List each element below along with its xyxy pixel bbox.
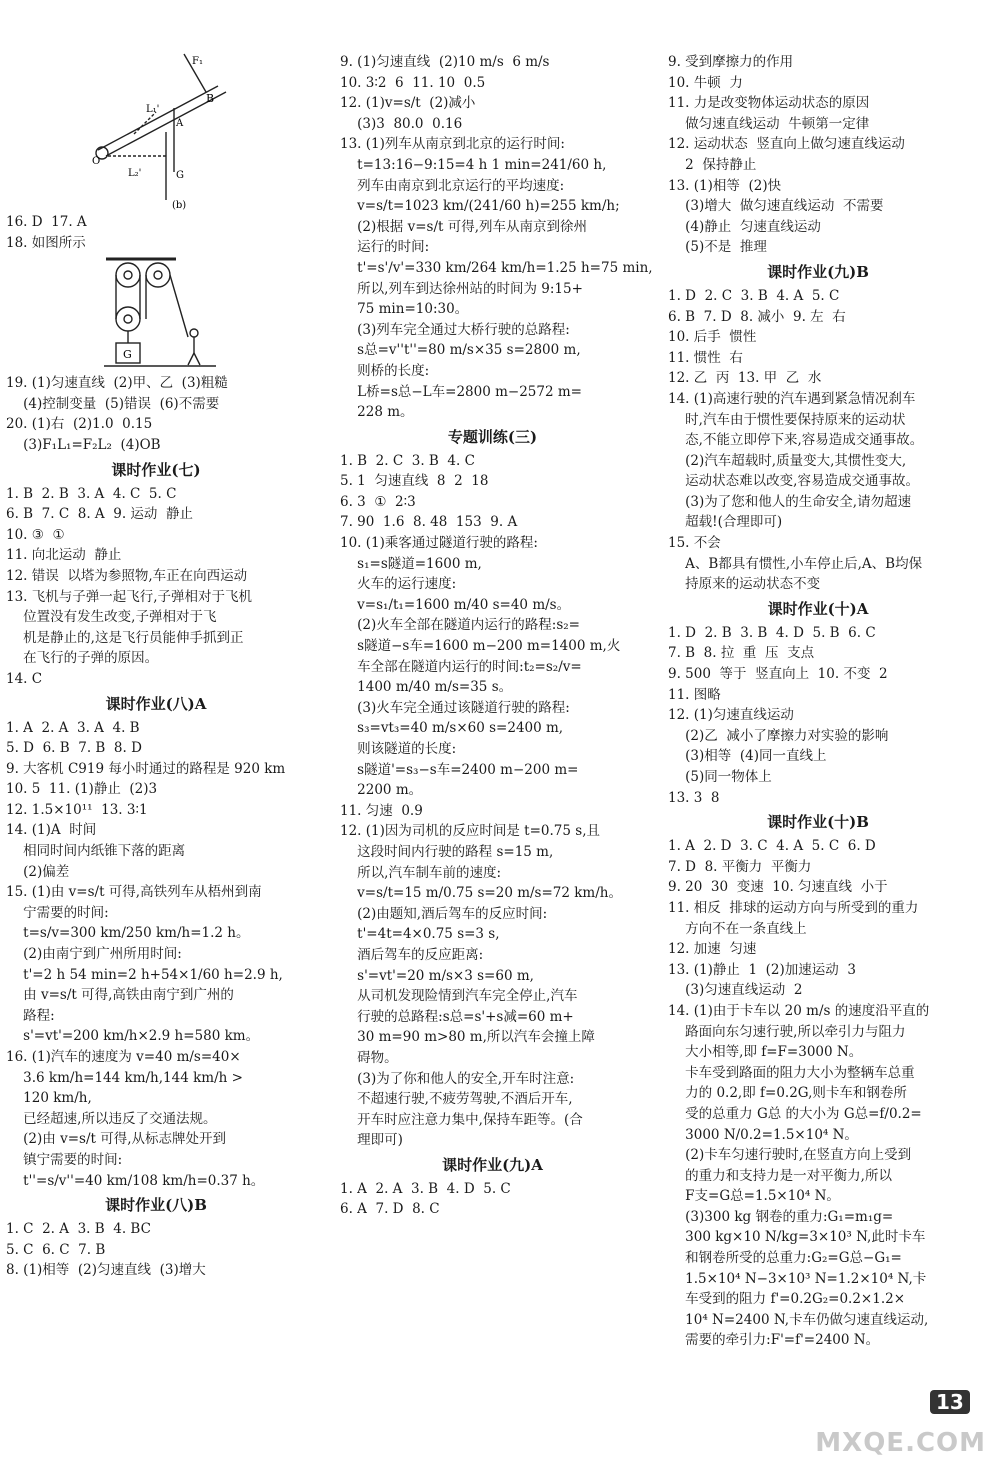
- answer-line: 11. 图略: [668, 686, 721, 703]
- answer-line: (3)F₁L₁=F₂L₂ (4)OB: [6, 436, 161, 453]
- answer-line: (2)由 v=s/t 可得,从标志牌处开到: [6, 1131, 227, 1148]
- answers-block: [668, 623, 968, 808]
- answer-line: 14. (1)高速行驶的汽车遇到紧急情况刹车: [668, 390, 916, 407]
- answer-line: 不超速行驶,不疲劳驾驶,不酒后开车,: [340, 1091, 573, 1108]
- answer-line: 方向不在一条直线上: [668, 920, 807, 937]
- answer-line: 则桥的长度:: [340, 362, 430, 379]
- answer-line: 时,汽车由于惯性要保持原来的运动状: [668, 411, 906, 428]
- answer-line: 已经超速,所以违反了交通法规。: [6, 1110, 217, 1127]
- answer-line: 75 min=10:30。: [340, 301, 469, 318]
- answer-line: 9. 大客机 C919 每小时通过的路程是 920 km: [6, 760, 286, 777]
- answers-block: [6, 484, 306, 690]
- answer-line: 10. (1)乘客通过隧道行驶的路程:: [340, 535, 538, 552]
- answer-line: (2)根据 v=s/t 可得,列车从南京到徐州: [340, 218, 588, 235]
- answers-block: [6, 373, 306, 455]
- answer-line: 镇宁需要的时间:: [6, 1151, 123, 1168]
- answers-block: [6, 1219, 306, 1281]
- answer-line: v=s/t=1023 km/(241/60 h)=255 km/h;: [340, 198, 620, 215]
- answer-line: 12. 错误 以塔为参照物,车正在向西运动: [6, 567, 248, 584]
- answer-line: 7. 90 1.6 8. 48 153 9. A: [340, 514, 518, 531]
- answer-line: 10. 后手 惯性: [668, 329, 757, 346]
- answer-line: 120 km/h,: [6, 1090, 92, 1107]
- answer-line: 12. (1)v=s/t (2)减小: [340, 95, 476, 112]
- column-middle: [340, 52, 653, 1220]
- answer-line: (3)300 kg 钢卷的重力:G₁=m₁g=: [668, 1208, 894, 1225]
- answer-line: 做匀速直线运动 牛顿第一定律: [668, 115, 870, 132]
- answer-line: 卡车受到路面的阻力大小为整辆车总重: [668, 1064, 915, 1081]
- answer-line: 7. B 8. 拉 重 压 支点: [668, 645, 815, 662]
- answer-line: L桥=s总−L车=2800 m−2572 m=: [340, 383, 582, 400]
- answer-line: 9. (1)匀速直线 (2)10 m/s 6 m/s: [340, 54, 550, 70]
- answer-line: F支=G总=1.5×10⁴ N。: [668, 1188, 840, 1205]
- answer-line: 12. 运动状态 竖直向上做匀速直线运动: [668, 136, 905, 153]
- answer-line: (3)为了您和他人的生命安全,请勿超速: [668, 493, 912, 510]
- fig-label-f: F₁: [192, 56, 203, 67]
- answer-line: 1400 m/40 m/s=35 s。: [340, 679, 513, 696]
- answer-line: v=s₁/t₁=1600 m/40 s=40 m/s。: [340, 596, 571, 613]
- answer-line: s₃=vt₃=40 m/s×60 s=2400 m,: [340, 720, 564, 737]
- answer-line: 1. B 2. B 3. A 4. C 5. C: [6, 485, 177, 502]
- answer-line: 30 m=90 m>80 m,所以汽车会撞上障: [340, 1029, 595, 1046]
- answer-line: 行驶的总路程:s总=s'+s减=60 m+: [340, 1008, 574, 1025]
- answer-line: 228 m。: [340, 404, 414, 421]
- answer-line: 10. 3∶2 6 11. 10 0.5: [340, 74, 486, 91]
- answer-line: (2)卡车匀速行驶时,在竖直方向上受到: [668, 1147, 912, 1164]
- answer-line: 12. (1)匀速直线运动: [668, 707, 794, 724]
- answer-line: 车受到的阻力 f'=0.2G₂=0.2×1.2×: [668, 1291, 906, 1308]
- answer-line: t=s/v=300 km/250 km/h=1.2 h。: [6, 925, 250, 942]
- answer-line: s隧道−s车=1600 m−200 m=1400 m,火: [340, 638, 621, 655]
- answer-line: 运行的时间:: [340, 239, 430, 256]
- answer-line: s'=vt'=200 km/h×2.9 h=580 km。: [6, 1028, 260, 1045]
- answer-line: s总=v''t''=80 m/s×35 s=2800 m,: [340, 342, 581, 359]
- pulley-label-g: G: [123, 348, 132, 362]
- answer-line: 开车时应注意力集中,保持车距等。(合: [340, 1111, 583, 1128]
- answer-line: 态,不能立即停下来,容易造成交通事故。: [668, 432, 924, 449]
- answer-line: 13. (1)静止 1 (2)加速运动 3: [668, 961, 856, 978]
- answer-line: 9. 受到摩擦力的作用: [668, 54, 794, 70]
- answer-line: 16. D 17. A: [6, 214, 87, 230]
- answer-line: (3)3 80.0 0.16: [340, 115, 463, 132]
- answer-line: 碍物。: [340, 1049, 398, 1066]
- answer-line: v=s/t=15 m/0.75 s=20 m/s=72 km/h。: [340, 885, 622, 902]
- answer-line: 12. 加速 匀速: [668, 941, 757, 958]
- answer-line: 19. (1)匀速直线 (2)甲、乙 (3)粗糙: [6, 375, 228, 392]
- answer-line: 的重力和支持力是一对平衡力,所以: [668, 1167, 892, 1184]
- answers-block: [668, 836, 968, 1351]
- answer-line: 1. D 2. B 3. B 4. D 5. B 6. C: [668, 624, 876, 641]
- answer-line: 6. 3 ① 2∶3: [340, 493, 416, 510]
- answer-line: 2200 m。: [340, 782, 423, 799]
- answer-line: (2)偏差: [6, 863, 70, 880]
- answer-line: 13. (1)相等 (2)快: [668, 177, 782, 194]
- answer-line: 5. D 6. B 7. B 8. D: [6, 740, 142, 757]
- answer-line: s₁=s隧道=1600 m,: [340, 555, 482, 572]
- answer-line: (3)为了你和他人的安全,开车时注意:: [340, 1070, 575, 1087]
- lever-diagram-b: [6, 52, 306, 212]
- answer-line: (3)相等 (4)同一直线上: [668, 748, 827, 765]
- answer-line: 10. 5 11. (1)静止 (2)3: [6, 781, 158, 798]
- answer-line: 1. A 2. A 3. A 4. B: [6, 719, 140, 736]
- answer-line: 持原来的运动状态不变: [668, 576, 821, 593]
- fig-label-o: O: [92, 156, 101, 167]
- answer-line: 从司机发现险情到汽车完全停止,汽车: [340, 988, 578, 1005]
- answer-line: s'=vt'=20 m/s×3 s=60 m,: [340, 967, 534, 984]
- answer-line: 火车的运行速度:: [340, 576, 457, 593]
- section-heading: 课时作业(七): [111, 460, 201, 479]
- answer-line: 超载!(合理即可): [668, 514, 783, 531]
- answer-line: (4)静止 匀速直线运动: [668, 218, 821, 235]
- answer-line: (5)不是 推理: [668, 239, 767, 256]
- answer-line: 所以,列车到达徐州站的时间为 9:15+: [340, 280, 583, 297]
- answers-block: [340, 1179, 645, 1220]
- answer-line: 1. C 2. A 3. B 4. BC: [6, 1221, 151, 1238]
- answer-line: 10. 牛顿 力: [668, 74, 743, 91]
- answer-line: 11. 惯性 右: [668, 349, 743, 366]
- answer-line: 这段时间内行驶的路程 s=15 m,: [340, 843, 554, 860]
- answer-line: 力的 0.2,即 f=0.2G,则卡车和钢卷所: [668, 1085, 907, 1102]
- answer-line: (3)增大 做匀速直线运动 不需要: [668, 198, 884, 215]
- answer-line: 15. (1)由 v=s/t 可得,高铁列车从梧州到南: [6, 884, 262, 901]
- answer-line: 需要的牵引力:F'=f'=2400 N。: [668, 1332, 880, 1349]
- answer-line: 运动状态难以改变,容易造成交通事故。: [668, 473, 919, 490]
- answer-line: 酒后驾车的反应距离:: [340, 946, 484, 963]
- page-number: 13: [930, 1390, 970, 1414]
- answer-line: 车全部在隧道内运行的时间:t₂=s₂/v=: [340, 658, 582, 675]
- answer-line: 和钢卷所受的总重力:G₂=G总−G₁=: [668, 1250, 902, 1267]
- answer-line: (2)由南宁到广州所用时间:: [6, 946, 182, 963]
- answer-line: 7. D 8. 平衡力 平衡力: [668, 858, 812, 875]
- fig-label-g: G: [176, 170, 184, 181]
- answer-line: (3)火车完全通过该隧道行驶的路程:: [340, 699, 570, 716]
- answer-line: 12. 乙 丙 13. 甲 乙 水: [668, 370, 822, 387]
- answer-line: 9. 20 30 变速 10. 匀速直线 小于: [668, 879, 888, 896]
- answer-line: 2 保持静止: [668, 156, 757, 173]
- answer-line: 机是静止的,这是飞行员能伸手抓到正: [6, 629, 244, 646]
- column-left: [6, 52, 306, 1281]
- answer-line: 5. C 6. C 7. B: [6, 1241, 106, 1258]
- fig-label-l2: L₂': [128, 168, 142, 179]
- answers-block: [340, 52, 653, 423]
- answer-line: 6. B 7. D 8. 减小 9. 左 右: [668, 308, 846, 325]
- answer-line: 11. 相反 排球的运动方向与所受到的重力: [668, 899, 919, 916]
- section-heading: 专题训练(三): [447, 427, 538, 446]
- answer-line: 相同时间内纸锥下落的距离: [6, 843, 186, 860]
- answer-line: 3000 N/0.2=1.5×10⁴ N。: [668, 1126, 858, 1143]
- answer-line: 18. 如图所示: [6, 234, 86, 251]
- fig-label-l1: L₁': [146, 104, 160, 115]
- answer-line: 11. 力是改变物体运动状态的原因: [668, 95, 870, 112]
- answer-line: 由 v=s/t 可得,高铁由南宁到广州的: [6, 987, 234, 1004]
- answer-line: 12. (1)因为司机的反应时间是 t=0.75 s,且: [340, 823, 600, 840]
- fig-label-a: A: [176, 118, 184, 129]
- answer-line: 则该隧道的长度:: [340, 741, 457, 757]
- answer-line: (2)乙 减小了摩擦力对实验的影响: [668, 727, 889, 744]
- answer-line: t'=4t=4×0.75 s=3 s,: [340, 926, 500, 943]
- section-heading: 课时作业(九)B: [767, 262, 869, 281]
- answer-line: 宁需要的时间:: [6, 904, 109, 921]
- watermark: MXQE.COM: [815, 1428, 986, 1458]
- answer-line: A、B都具有惯性,小车停止后,A、B均保: [668, 555, 923, 572]
- answer-line: 9. 500 等于 竖直向上 10. 不变 2: [668, 666, 888, 683]
- answer-line: 1.5×10⁴ N−3×10³ N=1.2×10⁴ N,卡: [668, 1270, 927, 1287]
- answer-line: 15. 不会: [668, 535, 721, 552]
- pulley-diagram: [6, 253, 306, 373]
- section-heading: 课时作业(九)A: [442, 1155, 543, 1174]
- answer-line: 6. B 7. C 8. A 9. 运动 静止: [6, 506, 194, 523]
- answer-line: 理即可): [340, 1132, 403, 1149]
- answer-line: 5. 1 匀速直线 8 2 18: [340, 473, 489, 490]
- fig-label-b: B: [206, 92, 215, 105]
- answer-line: 6. A 7. D 8. C: [340, 1201, 440, 1218]
- answer-line: 位置没有发生改变,子弹相对于飞: [6, 609, 217, 626]
- answer-line: 12. 1.5×10¹¹ 13. 3∶1: [6, 801, 148, 818]
- answer-line: 1. A 2. A 3. B 4. D 5. C: [340, 1180, 511, 1197]
- column-right: [668, 52, 968, 1351]
- answer-line: (2)由题知,酒后驾车的反应时间:: [340, 905, 548, 922]
- answer-line: s隧道'=s₃−s车=2400 m−200 m=: [340, 761, 579, 778]
- answer-line: 13. 3 8: [668, 789, 720, 806]
- answer-line: 在飞行的子弹的原因。: [6, 650, 159, 667]
- answer-line: 11. 匀速 0.9: [340, 802, 423, 819]
- answer-line: 13. (1)列车从南京到北京的运行时间:: [340, 136, 565, 153]
- section-heading: 课时作业(十)A: [767, 599, 869, 618]
- answers-block: [668, 286, 968, 595]
- answer-line: t'=2 h 54 min=2 h+54×1/60 h=2.9 h,: [6, 966, 283, 983]
- answer-line: 3.6 km/h=144 km/h,144 km/h >: [6, 1069, 243, 1086]
- answer-line: 8. (1)相等 (2)匀速直线 (3)增大: [6, 1262, 206, 1279]
- section-heading: 课时作业(八)B: [105, 1196, 207, 1215]
- answer-line: t''=s/v''=40 km/108 km/h=0.37 h。: [6, 1172, 265, 1189]
- answer-line: 路面向东匀速行驶,所以牵引力与阻力: [668, 1023, 906, 1040]
- answer-line: 10. ③ ①: [6, 526, 65, 543]
- answers-block: [340, 451, 645, 1151]
- answer-line: (5)同一物体上: [668, 769, 772, 785]
- answer-line: (4)控制变量 (5)错误 (6)不需要: [6, 395, 220, 412]
- answer-line: 16. (1)汽车的速度为 v=40 m/s=40×: [6, 1049, 241, 1065]
- answer-line: t=13:16−9:15=4 h 1 min=241/60 h,: [340, 156, 607, 173]
- answer-line: 路程:: [6, 1007, 55, 1024]
- answers-block: [6, 718, 306, 1192]
- answer-line: (3)列车完全通过大桥行驶的总路程:: [340, 321, 570, 338]
- answer-line: 20. (1)右 (2)1.0 0.15: [6, 416, 153, 433]
- answer-line: (3)匀速直线运动 2: [668, 982, 803, 999]
- answer-line: (2)汽车超载时,质量变大,其惯性变大,: [668, 452, 907, 469]
- answer-line: 列车由南京到北京运行的平均速度:: [340, 177, 565, 194]
- section-heading: 课时作业(八)A: [105, 694, 207, 713]
- answer-line: 所以,汽车制车前的速度:: [340, 864, 502, 881]
- answers-block: [668, 52, 968, 258]
- answer-line: 受的总重力 G总 的大小为 G总=f/0.2=: [668, 1105, 922, 1122]
- fig-caption: (b): [172, 200, 187, 211]
- answer-line: (2)火车全部在隧道内运行的路程:s₂=: [340, 617, 580, 634]
- answer-line: t'=s'/v'=330 km/264 km/h=1.25 h=75 min,: [340, 259, 653, 276]
- answers-block: [6, 212, 306, 253]
- section-heading: 课时作业(十)B: [767, 813, 869, 832]
- answer-line: 14. C: [6, 670, 43, 687]
- answer-line: 1. B 2. C 3. B 4. C: [340, 452, 475, 469]
- answer-line: 1. D 2. C 3. B 4. A 5. C: [668, 287, 840, 304]
- answer-line: 10⁴ N=2400 N,卡车仍做匀速直线运动,: [668, 1311, 929, 1328]
- answer-line: 14. (1)A 时间: [6, 822, 97, 839]
- answer-line: 11. 向北运动 静止: [6, 547, 122, 564]
- answer-line: 13. 飞机与子弹一起飞行,子弹相对于飞机: [6, 588, 253, 605]
- answer-line: 大小相等,即 f=F=3000 N。: [668, 1044, 863, 1061]
- answer-line: 14. (1)由于卡车以 20 m/s 的速度沿平直的: [668, 1002, 930, 1019]
- answer-line: 300 kg×10 N/kg=3×10³ N,此时卡车: [668, 1229, 926, 1246]
- answer-line: 1. A 2. D 3. C 4. A 5. C 6. D: [668, 838, 876, 855]
